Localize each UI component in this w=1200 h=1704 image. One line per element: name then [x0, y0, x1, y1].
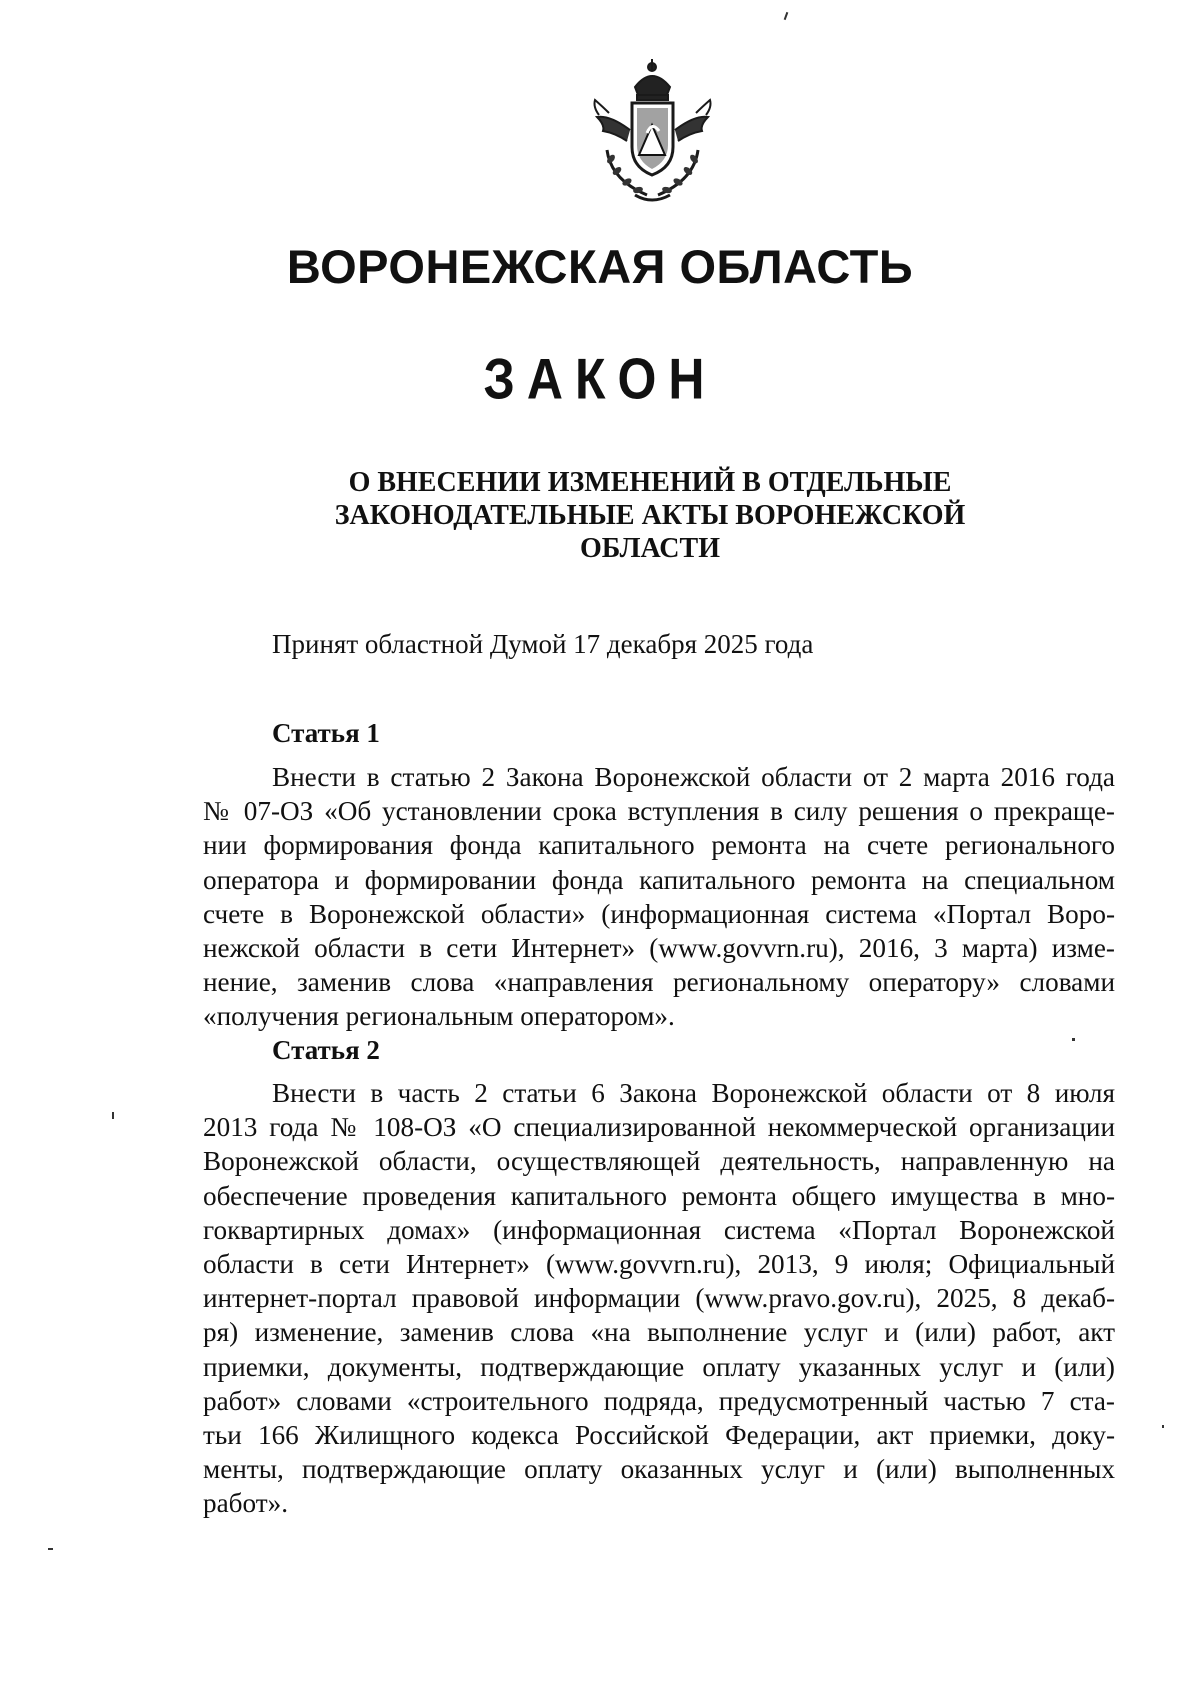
- text-line: Внести в статью 2 Закона Воронежской области от 2 марта 2016 года: [272, 762, 1115, 792]
- law-title-line: О ВНЕСЕНИИ ИЗМЕНЕНИЙ В ОТДЕЛЬНЫЕ: [348, 467, 952, 498]
- text-line: ря) изменение, заменив слова «на выполнение услуг и (или) работ, акт: [203, 1317, 1115, 1348]
- scan-speck: [112, 1112, 114, 1119]
- law-title: [300, 466, 1000, 565]
- text-line: обеспечение проведения капитального ремонта общего имущества в мно-: [203, 1180, 1115, 1211]
- text-line: «получения региональным оператором».: [203, 1001, 675, 1032]
- text-line: менты, подтверждающие оплату оказанных услуг и (или) выполненных: [203, 1454, 1115, 1485]
- text-line: 2013 года № 108-ОЗ «О специализированной некоммерческой организации: [203, 1112, 1115, 1143]
- law-title-line: ОБЛАСТИ: [580, 533, 720, 564]
- text-line: тьи 166 Жилищного кодекса Российской Федерации, акт приемки, доку-: [203, 1420, 1115, 1451]
- text-line: приемки, документы, подтверждающие оплату указанных услуг и (или): [203, 1351, 1115, 1382]
- text-line: гоквартирных домах» (информационная система «Портал Воронежской: [203, 1214, 1115, 1245]
- text-line: нежской области в сети Интернет» (www.govvrn.ru), 2016, 3 марта) изме-: [203, 933, 1115, 964]
- text-line: № 07-ОЗ «Об установлении срока вступления в силу решения о прекраще-: [203, 796, 1115, 827]
- scan-speck: [1162, 1425, 1164, 1428]
- article-2-heading: Статья 2: [272, 1035, 380, 1065]
- document-type: ЗАКОН: [483, 346, 717, 412]
- adoption-date: Принят областной Думой 17 декабря 2025 года: [272, 629, 814, 659]
- text-line: Внести в часть 2 статьи 6 Закона Воронежской области от 8 июля: [272, 1078, 1115, 1108]
- article-2-body: [203, 1076, 1115, 1521]
- text-line: Воронежской области, осуществляющей деятельность, направленную на: [203, 1146, 1115, 1177]
- article-1-body: [203, 760, 1115, 1034]
- text-line: нии формирования фонда капитального ремонта на счете регионального: [203, 830, 1115, 861]
- text-line: работ» словами «строительного подряда, предусмотренный частью 7 ста-: [203, 1385, 1115, 1416]
- text-line: области в сети Интернет» (www.govvrn.ru), 2013, 9 июля; Официальный: [203, 1249, 1115, 1280]
- text-line: интернет-портал правовой информации (www.pravo.gov.ru), 2025, 8 декаб-: [203, 1283, 1115, 1314]
- region-title: ВОРОНЕЖСКАЯ ОБЛАСТЬ: [286, 240, 914, 293]
- text-line: счете в Воронежской области» (информационная система «Портал Воро-: [203, 898, 1115, 929]
- law-title-line: ЗАКОНОДАТЕЛЬНЫЕ АКТЫ ВОРОНЕЖСКОЙ: [334, 500, 966, 531]
- article-1-heading: Статья 1: [272, 718, 380, 748]
- text-line: работ».: [203, 1488, 289, 1519]
- coat-of-arms-icon: [575, 55, 730, 210]
- text-line: нение, заменив слова «направления региональному оператору» словами: [203, 967, 1115, 998]
- text-line: оператора и формировании фонда капитального ремонта на специальном: [203, 864, 1115, 895]
- scan-speck: [1072, 1038, 1075, 1041]
- scan-speck: [784, 12, 789, 20]
- scan-speck: [48, 1548, 53, 1550]
